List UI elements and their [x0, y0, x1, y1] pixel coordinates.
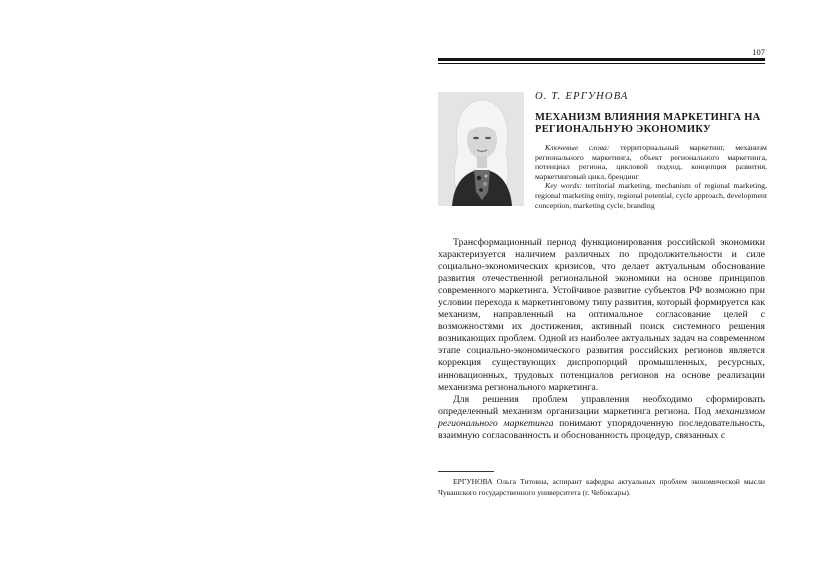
keywords-ru	[535, 143, 767, 181]
keywords-ru-label: Ключевые слова:	[545, 143, 610, 152]
paragraph-2-term: механизмом регионального маркетинга	[438, 405, 765, 429]
keywords-en-label: Key words:	[545, 181, 582, 191]
keywords-en	[535, 181, 767, 210]
article-title: МЕХАНИЗМ ВЛИЯНИЯ МАРКЕТИНГА НА РЕГИОНАЛЬНУЮ ЭКОНОМИКУ	[535, 112, 761, 135]
keywords-section	[535, 143, 767, 210]
article-body	[438, 237, 765, 442]
keywords-ru-text: территориальный маркетинг, механизм регионального маркетинга, объект регионального маркетинга, потенциал региона, цикловой подход, концепция развития, маркетинговый цикл, брендинг	[535, 143, 767, 181]
body-paragraph-1: Трансформационный период функционирования российской экономики характеризуется наличием различных по продолжительности и силе социально-экономических кризисов, что делает актуальным обоснование развития отечественной региональной экономики на основе принципов современного маркетинга. Устойчивое развитие субъектов РФ возможно при условии перехода к маркетинговому типу развития, который формируется как механизм, направленный на оптимальное согласование целей с возможностями их достижения, активный поиск системного решения возникающих проблем. Одной из наиболее актуальных задач на современном этапе социально-экономического развития российских регионов является коррекция существующих диспропорций промышленных, ресурсных, инновационных, трудовых потенциалов регионов на основе реализации механизма регионального маркетинга.	[438, 237, 765, 393]
page-number: 107	[752, 47, 765, 57]
header-rule-thick	[438, 58, 765, 61]
keywords-en-text: territorial marketing, mechanism of regional marketing, regional marketing entity, regional potential, cycle approach, development conception, marketing cycle, branding	[535, 181, 768, 210]
header-rule-thin	[438, 63, 765, 64]
author-photo	[438, 92, 524, 206]
footnote-rule	[438, 471, 494, 472]
paragraph-2-start: Для решения проблем управления необходимо сформировать определенный механизм организации маркетинга региона. Под	[438, 393, 765, 417]
body-paragraph-2	[438, 394, 765, 442]
author-name: О. Т. ЕРГУНОВА	[535, 91, 629, 102]
author-footnote: ЕРГУНОВА Ольга Титовна, аспирант кафедры актуальных проблем экономической мысли Чувашского государственного университета (г. Чебоксары).	[438, 477, 765, 497]
paragraph-2-end: понимают упорядоченную последовательность, взаимную согласованность и обоснованность процедур, связанных с	[438, 417, 765, 441]
